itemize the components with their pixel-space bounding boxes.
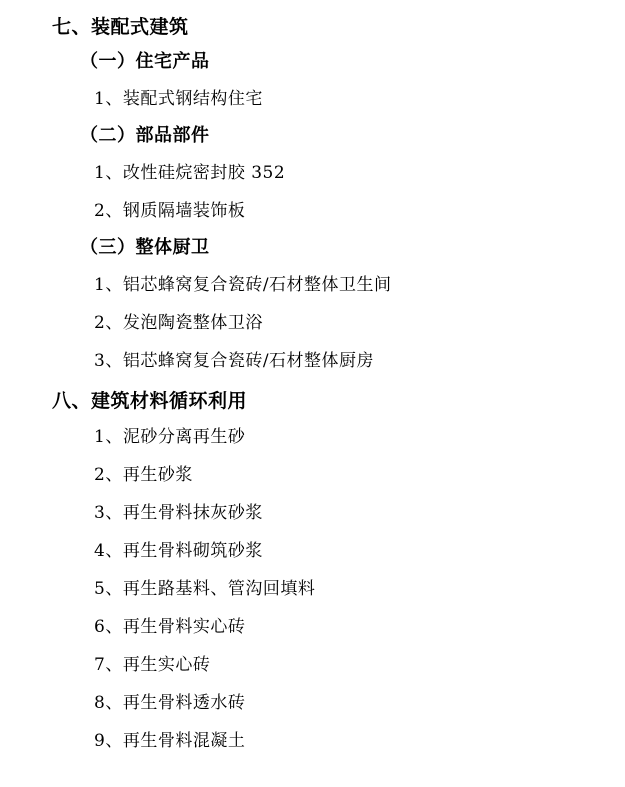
section-heading: 八、建筑材料循环利用 bbox=[52, 390, 248, 412]
list-item: 2、钢质隔墙装饰板 bbox=[94, 201, 246, 221]
subsection-heading: （二）部品部件 bbox=[80, 125, 210, 146]
list-item: 7、再生实心砖 bbox=[94, 655, 211, 675]
list-item: 1、泥砂分离再生砂 bbox=[94, 427, 246, 447]
list-item: 3、再生骨料抹灰砂浆 bbox=[94, 503, 263, 523]
list-item: 6、再生骨料实心砖 bbox=[94, 617, 246, 637]
list-item: 2、发泡陶瓷整体卫浴 bbox=[94, 313, 263, 333]
list-item: 3、铝芯蜂窝复合瓷砖/石材整体厨房 bbox=[94, 351, 375, 371]
list-item: 5、再生路基料、管沟回填料 bbox=[94, 579, 316, 599]
subsection-heading: （一）住宅产品 bbox=[80, 51, 210, 72]
list-item: 1、铝芯蜂窝复合瓷砖/石材整体卫生间 bbox=[94, 275, 392, 295]
list-item: 1、装配式钢结构住宅 bbox=[94, 89, 263, 109]
list-item: 9、再生骨料混凝土 bbox=[94, 731, 246, 751]
list-item: 2、再生砂浆 bbox=[94, 465, 193, 485]
list-item: 4、再生骨料砌筑砂浆 bbox=[94, 541, 263, 561]
list-item: 1、改性硅烷密封胶 352 bbox=[94, 163, 286, 183]
section-heading: 七、装配式建筑 bbox=[52, 16, 189, 38]
subsection-heading: （三）整体厨卫 bbox=[80, 237, 210, 258]
list-item: 8、再生骨料透水砖 bbox=[94, 693, 246, 713]
